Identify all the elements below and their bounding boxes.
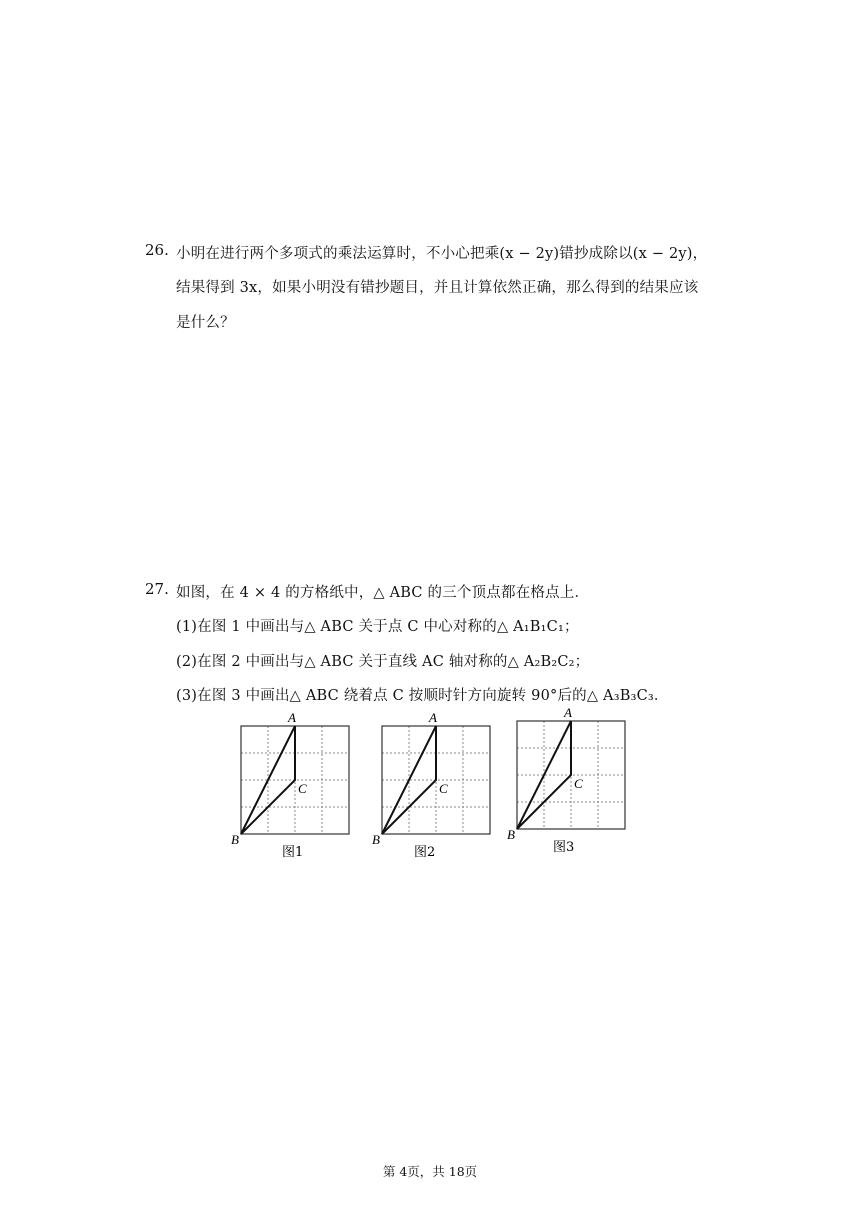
question-27-sub-1: (1)在图 1 中画出与△ ABC 关于点 C 中心对称的△ A₁B₁C₁； (176, 619, 579, 635)
question-27-line-1: 如图，在 4 × 4 的方格纸中，△ ABC 的三个顶点都在格点上． (176, 585, 590, 601)
figure-caption: 图2 (414, 845, 436, 860)
question-number: 26. (145, 241, 169, 259)
label-b: B (231, 832, 239, 847)
label-b: B (507, 827, 515, 842)
question-26-line-3: 是什么？ (176, 315, 235, 331)
question-26-line-1: 小明在进行两个多项式的乘法运算时，不小心把乘(x − 2y)错抄成除以(x − 2y)， (176, 246, 708, 262)
question-27-sub-2: (2)在图 2 中画出与△ ABC 关于直线 AC 轴对称的△ A₂B₂C₂； (176, 654, 590, 670)
label-a: A (564, 706, 572, 720)
label-c: C (439, 781, 448, 796)
figure-1 (231, 710, 349, 860)
figure-caption: 图3 (553, 840, 575, 855)
question-26-line-2: 结果得到 3x，如果小明没有错抄题目，并且计算依然正确，那么得到的结果应该 (176, 280, 699, 296)
figure-3 (507, 706, 625, 855)
label-b: B (372, 832, 380, 847)
grid-figures (228, 706, 628, 866)
label-c: C (574, 776, 583, 791)
figure-2 (372, 710, 490, 860)
question-27-sub-3: (3)在图 3 中画出△ ABC 绕着点 C 按顺时针方向旋转 90°后的△ A₃B₃C₃． (176, 688, 669, 704)
page-footer: 第 4页，共 18页 (382, 1164, 478, 1179)
question-number: 27. (145, 580, 169, 598)
label-a: A (429, 710, 437, 725)
figure-caption: 图1 (282, 845, 304, 860)
label-c: C (298, 781, 307, 796)
label-a: A (288, 710, 296, 725)
